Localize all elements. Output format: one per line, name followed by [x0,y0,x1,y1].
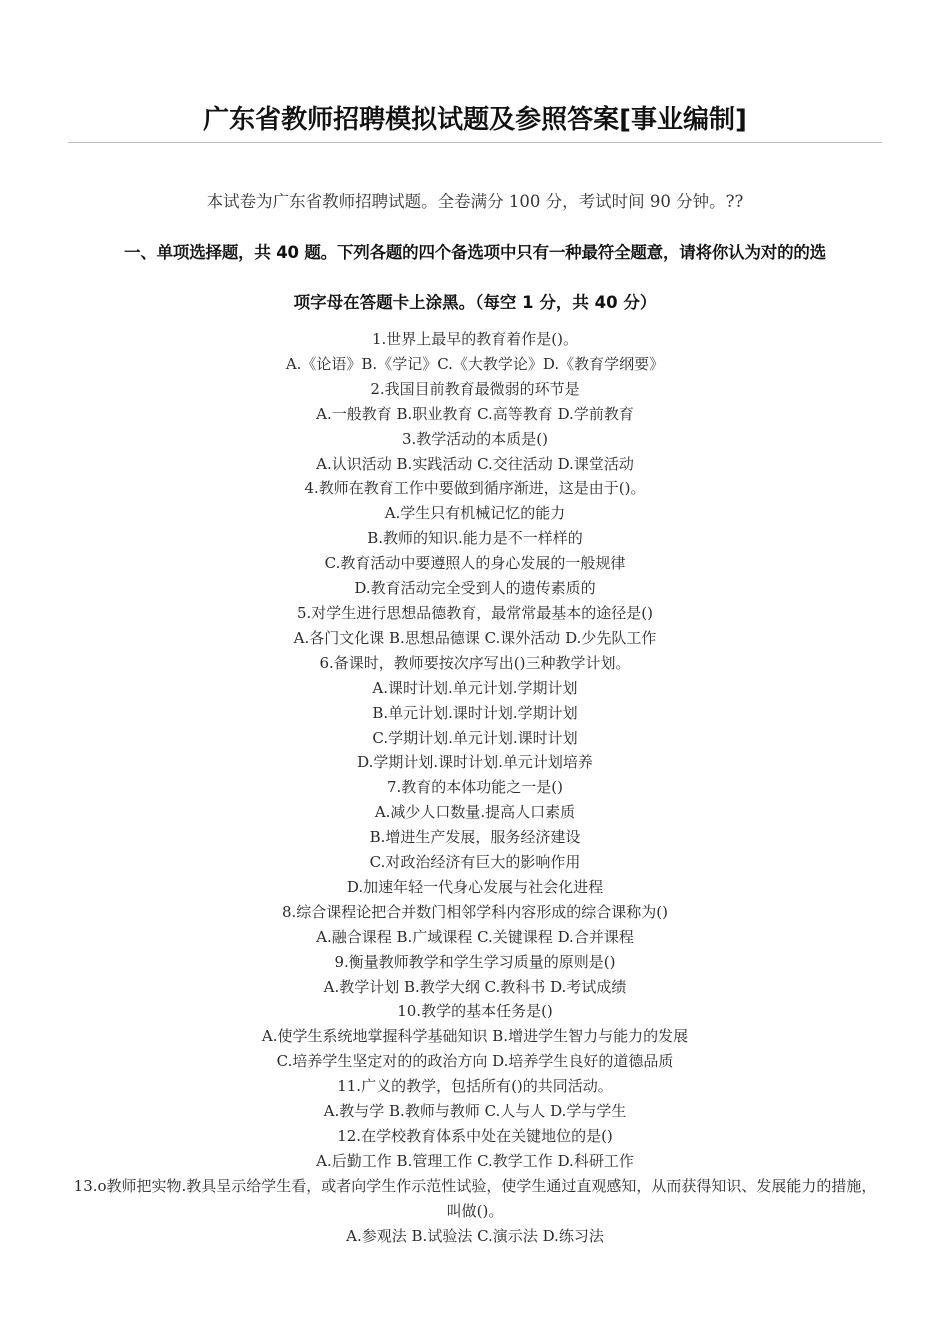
question-line: 4.教师在教育工作中要做到循序渐进，这是由于()。 [304,479,646,498]
question-line: A.课时计划.单元计划.学期计划 [372,678,578,697]
question-line: C.教育活动中要遵照人的身心发展的一般规律 [324,554,626,573]
section-heading-line-1: 一、单项选择题，共 40 题。下列各题的四个备选项中只有一种最符全题意，请将你认为对的的选 [124,243,826,262]
question-line: 10.教学的基本任务是() [397,1002,553,1021]
question-line: 2.我国目前教育最微弱的环节是 [370,379,580,398]
question-line: 8.综合课程论把合并数门相邻学科内容形成的综合课称为() [281,902,669,921]
question-line: B.单元计划.课时计划.学期计划 [372,703,578,722]
exam-intro: 本试卷为广东省教师招聘试题。全卷满分 100 分，考试时间 90 分钟。?? [206,192,744,211]
question-line: D.加速年轻一代身心发展与社会化进程 [346,877,604,896]
question-line: A.使学生系统地掌握科学基础知识 B.增进学生智力与能力的发展 [261,1027,689,1046]
question-line: 12.在学校教育体系中处在关键地位的是() [337,1127,613,1145]
question-line: 7.教育的本体功能之一是() [386,778,564,797]
question-line: A.融合课程 B.广域课程 C.关键课程 D.合并课程 [316,927,634,946]
question-line: A.《论语》B.《学记》C.《大教学论》D.《教育学纲要》 [285,354,665,373]
question-line: B.增进生产发展，服务经济建设 [369,828,581,847]
question-line: A.教与学 B.教师与教师 C.人与人 D.学与学生 [323,1102,627,1121]
question-line: 13.o教师把实物.教具呈示给学生看，或者向学生作示范性试验，使学生通过直观感知，从而获得知识、发展能力的措施，叫做()。 [73,1176,877,1220]
question-line: A.减少人口数量.提高人口素质 [374,803,576,822]
section-heading-line-2: 项字母在答题卡上涂黑。（每空 1 分，共 40 分） [293,293,657,312]
question-line: 6.备课时，教师要按次序写出()三种教学计划。 [319,653,631,672]
question-line: A.认识活动 B.实践活动 C.交往活动 D.课堂活动 [316,454,634,473]
question-line: 9.衡量教师教学和学生学习质量的原则是() [334,952,616,971]
question-line: A.学生只有机械记忆的能力 [384,504,566,523]
title-divider [68,142,882,143]
section-heading [68,240,882,316]
question-line: 3.教学活动的本质是() [401,429,549,448]
question-list [68,327,882,1249]
question-line: D.学期计划.课时计划.单元计划培养 [357,753,593,772]
question-line: C.培养学生坚定对的的政治方向 D.培养学生良好的道德品质 [276,1052,674,1071]
question-line: A.参观法 B.试验法 C.演示法 D.练习法 [346,1226,604,1245]
question-line: 5.对学生进行思想品德教育，最常常最基本的途径是() [296,603,654,622]
question-line: A.各门文化课 B.思想品德课 C.课外活动 D.少先队工作 [293,628,657,647]
question-line: A.教学计划 B.教学大纲 C.教科书 D.考试成绩 [323,977,627,996]
question-line: 1.世界上最早的教育着作是()。 [371,330,579,348]
question-line: C.学期计划.单元计划.课时计划 [372,728,578,747]
question-line: A.后勤工作 B.管理工作 C.教学工作 D.科研工作 [316,1151,634,1170]
question-line: D.教育活动完全受到人的遗传素质的 [354,579,596,598]
question-line: A.一般教育 B.职业教育 C.高等教育 D.学前教育 [316,404,634,423]
question-line: 11.广义的教学，包括所有()的共同活动。 [337,1077,613,1096]
document-title: 广东省教师招聘模拟试题及参照答案[事业编制] [203,105,747,135]
question-line: B.教师的知识.能力是不一样样的 [367,529,583,548]
question-line: C.对政治经济有巨大的影响作用 [369,853,581,872]
